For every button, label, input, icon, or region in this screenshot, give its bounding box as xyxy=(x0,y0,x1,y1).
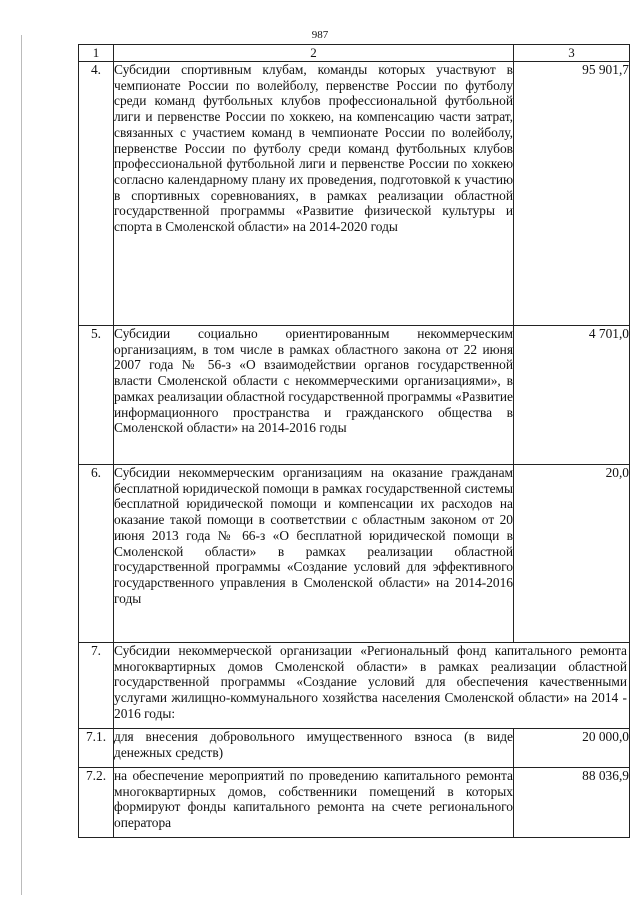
table-row xyxy=(79,729,630,768)
row-number: 6. xyxy=(79,465,114,643)
row-description: Субсидии спортивным клубам, команды которых участвуют в чемпионате России по волейболу, первенстве России по футболу среди команд футбольных клубов профессиональной футбольной лиги и первенстве России по хоккею, на компенсацию части затрат, связанных с участием команд в чемпионате России по волейболу, первенстве России по футболу среди команд футбольных клубов профессиональной футбольной лиги и первенстве России по хоккею согласно календарному плану их проведения, подготовкой к участию в спортивных соревнованиях, в рамках реализации областной государственной программы «Развитие физической культуры и спорта в Смоленской области» на 2014-2020 годы xyxy=(114,62,514,326)
subsidy-table xyxy=(78,44,630,838)
table-row xyxy=(79,465,630,643)
row-amount: 4 701,0 xyxy=(514,326,630,465)
column-header-3: 3 xyxy=(514,45,630,62)
table-header-row xyxy=(79,45,630,62)
table-row xyxy=(79,326,630,465)
table-row xyxy=(79,643,630,729)
row-amount: 20,0 xyxy=(514,465,630,643)
margin-rule xyxy=(21,35,22,895)
row-amount: 88 036,9 xyxy=(514,768,630,838)
column-header-2: 2 xyxy=(114,45,514,62)
row-description: на обеспечение мероприятий по проведению капитального ремонта многоквартирных домов, собственники помещений в которых формируют фонды капитального ремонта на счете регионального оператора xyxy=(114,768,514,838)
column-header-1: 1 xyxy=(79,45,114,62)
page-number: 987 xyxy=(311,29,329,41)
table-row xyxy=(79,62,630,326)
table-row xyxy=(79,768,630,838)
row-number: 4. xyxy=(79,62,114,326)
row-number: 7.2. xyxy=(79,768,114,838)
row-description: Субсидии некоммерческим организациям на оказание гражданам бесплатной юридической помощи в рамках государственной системы бесплатной юридической помощи и компенсации их расходов на оказание такой помощи в соответствии с областным законом от 20 июня 2013 года № 66-з «О бесплатной юридической помощи в Смоленской области» в рамках реализации областной государственной программы «Создание условий для эффективного государственного управления в Смоленской области» на 2014-2016 годы xyxy=(114,465,514,643)
row-amount: 95 901,7 xyxy=(514,62,630,326)
row-number: 7.1. xyxy=(79,729,114,768)
row-amount: 20 000,0 xyxy=(514,729,630,768)
row-description: Субсидии социально ориентированным некоммерческим организациям, в том числе в рамках областного закона от 22 июня 2007 года № 56-з «О взаимодействии органов государственной власти Смоленской области с некоммерческими организациями», в рамках реализации областной государственной программы «Развитие информационного пространства и гражданского общества в Смоленской области» на 2014-2016 годы xyxy=(114,326,514,465)
row-description: Субсидии некоммерческой организации «Региональный фонд капитального ремонта многоквартирных домов Смоленской области» в рамках реализации областной государственной программы «Создание условий для обеспечения качественными услугами жилищно-коммунального хозяйства населения Смоленской области» на 2014 - 2016 годы: xyxy=(114,643,630,729)
row-description: для внесения добровольного имущественного взноса (в виде денежных средств) xyxy=(114,729,514,768)
row-number: 7. xyxy=(79,643,114,729)
row-number: 5. xyxy=(79,326,114,465)
